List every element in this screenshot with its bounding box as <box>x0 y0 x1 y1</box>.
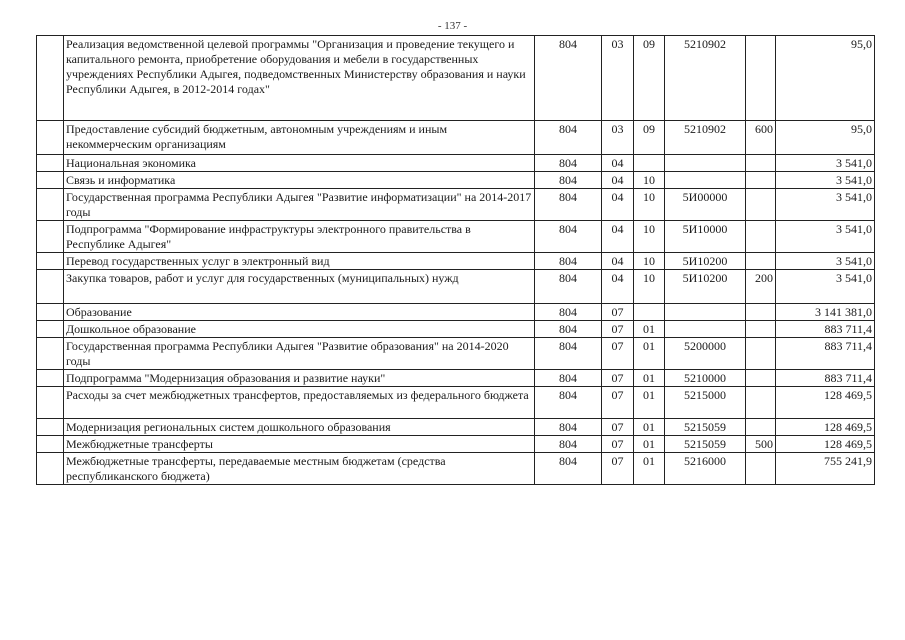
subsection-code-cell: 01 <box>634 321 665 338</box>
expense-type-cell <box>746 155 776 172</box>
expense-type-cell <box>746 338 776 370</box>
section-code-cell: 07 <box>602 304 634 321</box>
department-code-cell: 804 <box>535 387 602 419</box>
table-row <box>37 121 875 155</box>
subsection-code-cell: 10 <box>634 270 665 304</box>
index-cell <box>37 155 64 172</box>
target-article-cell <box>665 304 746 321</box>
department-code-cell: 804 <box>535 270 602 304</box>
department-code-cell: 804 <box>535 253 602 270</box>
index-cell <box>37 36 64 121</box>
expense-type-cell <box>746 453 776 485</box>
index-cell <box>37 270 64 304</box>
target-article-cell: 5210902 <box>665 121 746 155</box>
expense-type-cell <box>746 36 776 121</box>
amount-cell: 3 541,0 <box>776 155 875 172</box>
table-row <box>37 387 875 419</box>
expense-type-cell <box>746 221 776 253</box>
index-cell <box>37 253 64 270</box>
section-code-cell: 04 <box>602 155 634 172</box>
expense-name-cell: Подпрограмма "Формирование инфраструктуры электронного правительства в Республике Адыгея" <box>64 221 535 253</box>
expense-type-cell <box>746 172 776 189</box>
department-code-cell: 804 <box>535 155 602 172</box>
expense-name-cell: Национальная экономика <box>64 155 535 172</box>
expense-type-cell <box>746 253 776 270</box>
expense-name-cell: Подпрограмма "Модернизация образования и развитие науки" <box>64 370 535 387</box>
target-article-cell: 5216000 <box>665 453 746 485</box>
expense-type-cell <box>746 387 776 419</box>
department-code-cell: 804 <box>535 419 602 436</box>
index-cell <box>37 419 64 436</box>
amount-cell: 883 711,4 <box>776 321 875 338</box>
subsection-code-cell: 01 <box>634 419 665 436</box>
amount-cell: 3 541,0 <box>776 221 875 253</box>
subsection-code-cell: 01 <box>634 338 665 370</box>
index-cell <box>37 304 64 321</box>
expense-type-cell: 600 <box>746 121 776 155</box>
expense-name-cell: Перевод государственных услуг в электронный вид <box>64 253 535 270</box>
subsection-code-cell: 01 <box>634 370 665 387</box>
subsection-code-cell <box>634 155 665 172</box>
section-code-cell: 03 <box>602 121 634 155</box>
table-row <box>37 270 875 304</box>
expense-name-cell: Образование <box>64 304 535 321</box>
budget-table <box>36 35 875 485</box>
section-code-cell: 04 <box>602 189 634 221</box>
section-code-cell: 07 <box>602 370 634 387</box>
expense-name-cell: Предоставление субсидий бюджетным, автономным учреждениям и иным некоммерческим организациям <box>64 121 535 155</box>
subsection-code-cell: 01 <box>634 387 665 419</box>
department-code-cell: 804 <box>535 370 602 387</box>
subsection-code-cell: 09 <box>634 121 665 155</box>
amount-cell: 883 711,4 <box>776 370 875 387</box>
amount-cell: 128 469,5 <box>776 419 875 436</box>
budget-table-body <box>37 36 875 485</box>
section-code-cell: 03 <box>602 36 634 121</box>
expense-type-cell <box>746 189 776 221</box>
expense-name-cell: Реализация ведомственной целевой программы "Организация и проведение текущего и капитального ремонта, приобретение оборудования и мебели в государственных учреждениях Республики Адыгея, подведомственных Министерству образования и науки Республики Адыгея, в 2012-2014 годах" <box>64 36 535 121</box>
index-cell <box>37 189 64 221</box>
target-article-cell: 5215059 <box>665 436 746 453</box>
table-row <box>37 338 875 370</box>
expense-name-cell: Расходы за счет межбюджетных трансфертов, предоставляемых из федерального бюджета <box>64 387 535 419</box>
department-code-cell: 804 <box>535 304 602 321</box>
expense-name-cell: Связь и информатика <box>64 172 535 189</box>
amount-cell: 95,0 <box>776 36 875 121</box>
target-article-cell: 5И00000 <box>665 189 746 221</box>
department-code-cell: 804 <box>535 436 602 453</box>
target-article-cell: 5И10200 <box>665 253 746 270</box>
expense-type-cell <box>746 304 776 321</box>
target-article-cell <box>665 321 746 338</box>
expense-name-cell: Закупка товаров, работ и услуг для государственных (муниципальных) нужд <box>64 270 535 304</box>
target-article-cell: 5215059 <box>665 419 746 436</box>
section-code-cell: 04 <box>602 221 634 253</box>
department-code-cell: 804 <box>535 453 602 485</box>
target-article-cell: 5200000 <box>665 338 746 370</box>
section-code-cell: 07 <box>602 436 634 453</box>
index-cell <box>37 338 64 370</box>
table-row <box>37 370 875 387</box>
amount-cell: 3 541,0 <box>776 270 875 304</box>
amount-cell: 755 241,9 <box>776 453 875 485</box>
expense-type-cell: 500 <box>746 436 776 453</box>
table-row <box>37 453 875 485</box>
amount-cell: 3 541,0 <box>776 253 875 270</box>
section-code-cell: 07 <box>602 387 634 419</box>
subsection-code-cell: 10 <box>634 172 665 189</box>
section-code-cell: 07 <box>602 321 634 338</box>
expense-name-cell: Межбюджетные трансферты <box>64 436 535 453</box>
amount-cell: 128 469,5 <box>776 436 875 453</box>
amount-cell: 3 541,0 <box>776 172 875 189</box>
table-row <box>37 253 875 270</box>
target-article-cell: 5210902 <box>665 36 746 121</box>
expense-name-cell: Межбюджетные трансферты, передаваемые местным бюджетам (средства республиканского бюджета) <box>64 453 535 485</box>
page-number: - 137 - <box>437 20 468 32</box>
target-article-cell: 5И10000 <box>665 221 746 253</box>
subsection-code-cell: 01 <box>634 453 665 485</box>
subsection-code-cell: 10 <box>634 221 665 253</box>
target-article-cell <box>665 172 746 189</box>
table-row <box>37 189 875 221</box>
expense-type-cell <box>746 370 776 387</box>
section-code-cell: 07 <box>602 453 634 485</box>
section-code-cell: 07 <box>602 419 634 436</box>
table-row <box>37 36 875 121</box>
department-code-cell: 804 <box>535 172 602 189</box>
amount-cell: 95,0 <box>776 121 875 155</box>
subsection-code-cell: 10 <box>634 253 665 270</box>
table-row <box>37 419 875 436</box>
index-cell <box>37 221 64 253</box>
expense-name-cell: Государственная программа Республики Адыгея "Развитие образования" на 2014-2020 годы <box>64 338 535 370</box>
table-row <box>37 172 875 189</box>
section-code-cell: 04 <box>602 270 634 304</box>
amount-cell: 3 541,0 <box>776 189 875 221</box>
department-code-cell: 804 <box>535 221 602 253</box>
department-code-cell: 804 <box>535 189 602 221</box>
section-code-cell: 04 <box>602 172 634 189</box>
table-row <box>37 221 875 253</box>
index-cell <box>37 121 64 155</box>
index-cell <box>37 321 64 338</box>
department-code-cell: 804 <box>535 321 602 338</box>
index-cell <box>37 453 64 485</box>
expense-name-cell: Дошкольное образование <box>64 321 535 338</box>
subsection-code-cell: 09 <box>634 36 665 121</box>
target-article-cell: 5И10200 <box>665 270 746 304</box>
target-article-cell: 5210000 <box>665 370 746 387</box>
table-row <box>37 155 875 172</box>
table-row <box>37 304 875 321</box>
department-code-cell: 804 <box>535 36 602 121</box>
target-article-cell: 5215000 <box>665 387 746 419</box>
expense-name-cell: Государственная программа Республики Адыгея "Развитие информатизации" на 2014-2017 годы <box>64 189 535 221</box>
amount-cell: 128 469,5 <box>776 387 875 419</box>
subsection-code-cell: 10 <box>634 189 665 221</box>
amount-cell: 3 141 381,0 <box>776 304 875 321</box>
subsection-code-cell: 01 <box>634 436 665 453</box>
index-cell <box>37 436 64 453</box>
target-article-cell <box>665 155 746 172</box>
department-code-cell: 804 <box>535 121 602 155</box>
expense-type-cell <box>746 321 776 338</box>
index-cell <box>37 172 64 189</box>
section-code-cell: 04 <box>602 253 634 270</box>
table-row <box>37 436 875 453</box>
expense-type-cell <box>746 419 776 436</box>
expense-name-cell: Модернизация региональных систем дошкольного образования <box>64 419 535 436</box>
subsection-code-cell <box>634 304 665 321</box>
index-cell <box>37 370 64 387</box>
expense-type-cell: 200 <box>746 270 776 304</box>
index-cell <box>37 387 64 419</box>
amount-cell: 883 711,4 <box>776 338 875 370</box>
table-row <box>37 321 875 338</box>
section-code-cell: 07 <box>602 338 634 370</box>
department-code-cell: 804 <box>535 338 602 370</box>
